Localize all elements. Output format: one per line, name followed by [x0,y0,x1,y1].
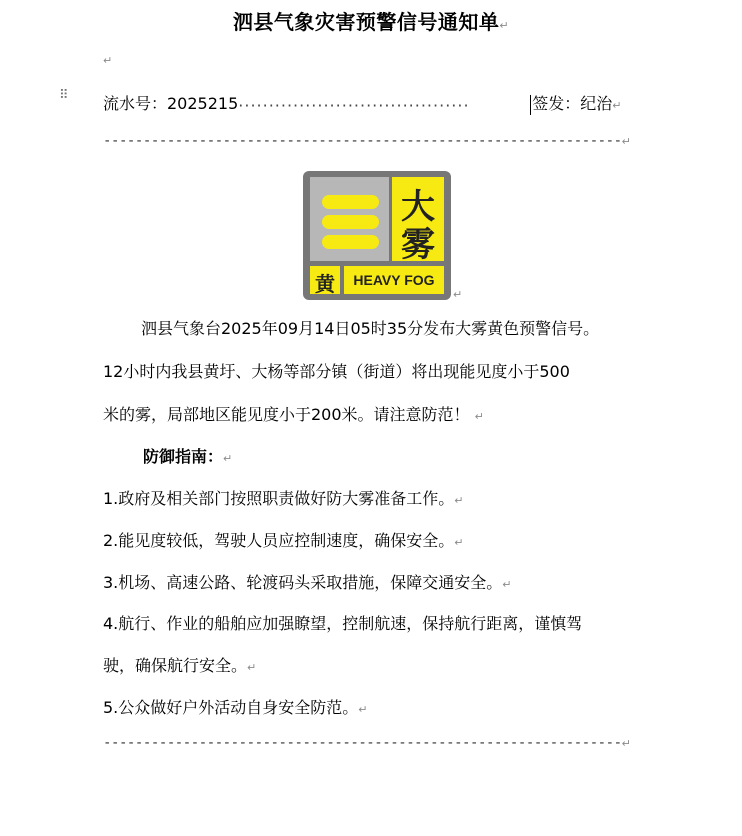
english-label: HEAVY FOG [353,272,435,288]
english-label-box [344,266,444,294]
guide-item-3: 3.机场、高速公路、轮渡码头采取措施，保障交通安全。↵ [103,573,512,592]
bulletin-paragraph [103,307,663,438]
paragraph-mark-icon: ↵ [499,19,510,32]
title-text: 泗县气象灾害预警信号通知单 [232,10,500,34]
bulletin-line-2: 12小时内我县黄圩、大杨等部分镇（街道）将出现能见度小于500 [103,362,570,381]
guide-item-2: 2.能见度较低，驾驶人员应控制速度，确保安全。↵ [103,531,464,550]
fog-line-3 [322,235,379,249]
warning-title-panel [392,177,444,265]
separator-line-bottom: -----------------------------------------------------------------↵ [103,735,631,751]
paragraph-mark-icon: ↵ [103,54,113,67]
serial-issuer-line [103,91,622,115]
level-box [310,266,340,294]
heavy-fog-yellow-warning-icon [303,171,451,300]
document-title [0,6,742,35]
guide-item-4-cont: 驶，确保航行安全。↵ [103,656,257,675]
paragraph-mark-icon: ↵ [454,536,464,549]
fog-lines-panel [310,177,389,261]
issuer: 签发：纪治 [532,94,613,113]
fog-line-2 [322,215,379,229]
guide-item-1: 1.政府及相关部门按照职责做好防大雾准备工作。↵ [103,489,464,508]
paragraph-mark-icon: ↵ [474,410,484,423]
paragraph-mark-icon: ↵ [621,737,631,750]
paragraph-mark-icon: ↵ [358,703,368,716]
fog-line-1 [322,195,379,209]
guide-item-4: 4.航行、作业的船舶应加强瞭望，控制航速，保持航行距离，谨慎驾 [103,614,583,633]
paragraph-mark-icon: ↵ [621,135,631,148]
guide-item-5: 5.公众做好户外活动自身安全防范。↵ [103,698,368,717]
paragraph-mark-icon: ↵ [612,99,622,112]
bulletin-line-3: 米的雾，局部地区能见度小于200米。请注意防范！ ↵ [103,405,484,424]
paragraph-mark-icon: ↵ [453,288,463,301]
bulletin-line-1: 泗县气象台2025年09月14日05时35分发布大雾黄色预警信号。 [141,319,600,338]
drag-handle-icon[interactable]: ⠿ [59,88,68,103]
paragraph-mark-icon: ↵ [454,494,464,507]
paragraph-mark-icon: ↵ [223,452,233,465]
level-text: 黄 [315,272,335,296]
guide-heading: 防御指南：↵ [143,447,233,466]
serial-number: 流水号：2025215 [103,94,239,113]
warning-title-char-1: 大 [401,187,435,227]
paragraph-mark-icon: ↵ [502,578,512,591]
leader-dots: ······································ [238,95,470,115]
paragraph-mark-icon: ↵ [247,661,257,674]
warning-title-char-2: 雾 [401,225,435,265]
separator-line: -----------------------------------------------------------------↵ [103,133,631,149]
